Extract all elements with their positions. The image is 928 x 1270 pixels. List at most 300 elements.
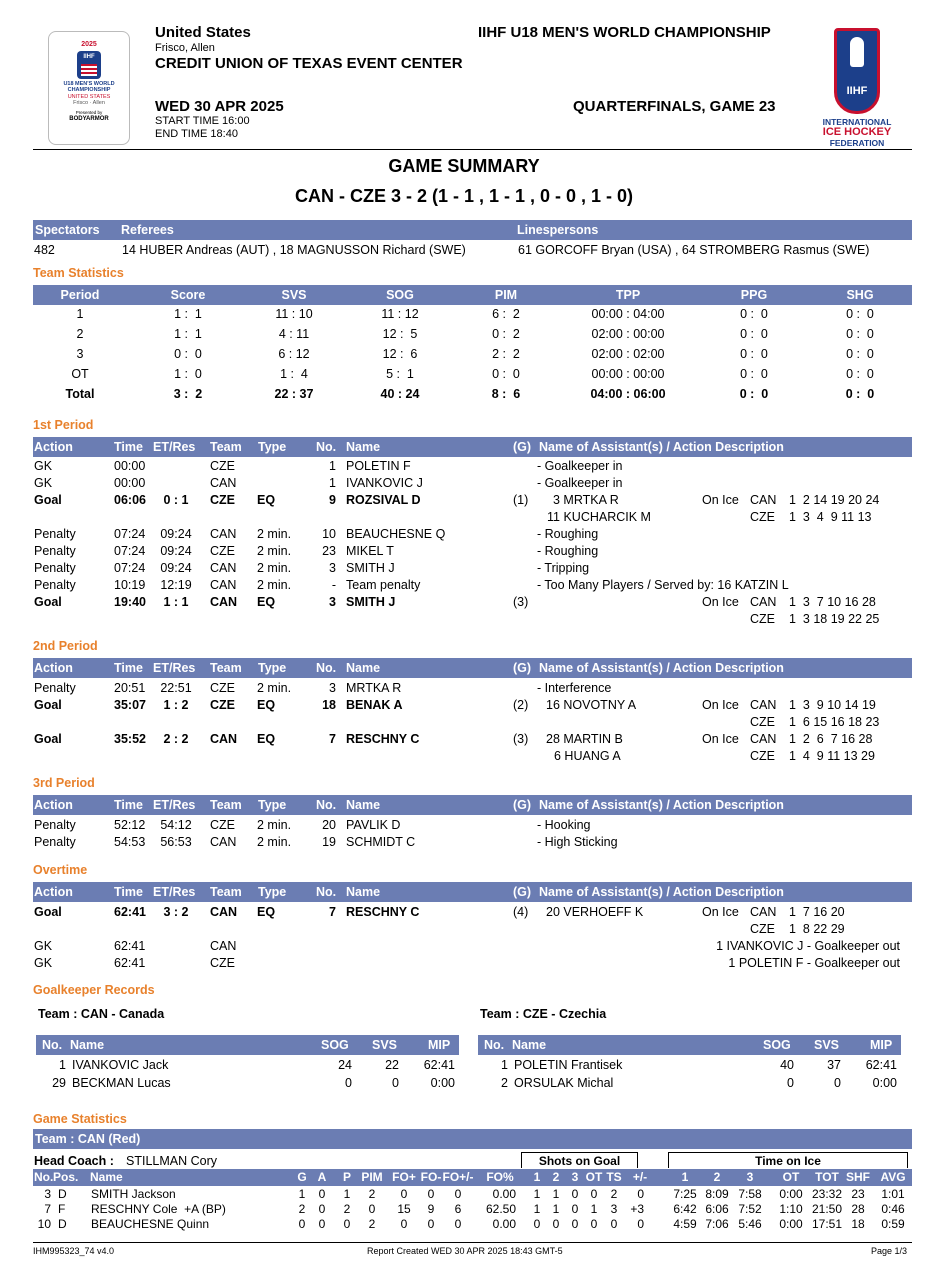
event-team: CZE xyxy=(210,544,235,558)
game-stats-title: Game Statistics xyxy=(33,1112,127,1126)
player-stat-cell: 0 xyxy=(637,1187,644,1201)
game-stats-col-header: TS xyxy=(606,1170,622,1184)
period-header xyxy=(33,658,912,678)
iihf-shield-icon xyxy=(834,28,880,114)
event-description: - High Sticking xyxy=(537,835,618,849)
hockey-player-icon xyxy=(850,37,864,67)
player-stat-cell: 9 xyxy=(427,1202,435,1216)
player-stat-cell: 1:10 xyxy=(779,1202,803,1216)
event-logo-line3: UNITED STATES xyxy=(67,93,111,100)
period-header xyxy=(33,437,912,457)
event-et-res: 09:24 xyxy=(160,527,192,541)
player-stat-cell: 0 xyxy=(454,1187,462,1201)
event-et-res: 09:24 xyxy=(160,544,192,558)
player-stat-cell: RESCHNY Cole +A (BP) xyxy=(91,1202,226,1216)
period-col-header: Team xyxy=(210,885,242,899)
event-action: GK xyxy=(34,476,53,490)
event-row-continued xyxy=(0,749,928,766)
player-stat-cell: 21:50 xyxy=(811,1202,843,1216)
event-player: Team penalty xyxy=(346,578,421,592)
iihf-logo-abbr: IIHF xyxy=(846,85,868,97)
game-stats-col-header: 1 xyxy=(681,1170,689,1184)
player-stat-cell: 0 xyxy=(590,1217,598,1231)
player-stat-cell: 28 xyxy=(851,1202,865,1216)
event-action: Penalty xyxy=(34,835,76,849)
team-stats-cell: 11 : 12 xyxy=(381,307,419,321)
period-col-header: ET/Res xyxy=(153,440,196,454)
event-description: - Goalkeeper in xyxy=(537,459,623,473)
team-stats-cell: 0 : 0 xyxy=(846,327,874,341)
event-row xyxy=(0,698,928,715)
goalkeeper-mip: 62:41 xyxy=(423,1058,455,1072)
event-number: 3 xyxy=(329,681,336,695)
period-col-header: Team xyxy=(210,661,242,675)
period-col-header: Type xyxy=(258,885,287,899)
period-header xyxy=(33,795,912,815)
event-type: 2 min. xyxy=(257,527,292,541)
player-stat-cell: 3 xyxy=(610,1202,618,1216)
game-date: WED 30 APR 2025 xyxy=(155,98,284,115)
team-stats-cell: 3 : 2 xyxy=(173,387,203,401)
team-stats-col-pim: PIM xyxy=(494,288,518,302)
player-stat-cell: 23 xyxy=(851,1187,865,1201)
game-stats-col-header: SHF xyxy=(846,1170,870,1184)
team-stats-col-tpp: TPP xyxy=(615,288,641,302)
event-type: EQ xyxy=(257,698,276,712)
start-time: START TIME 16:00 xyxy=(155,115,250,127)
game-stats-col-header: 1 xyxy=(533,1170,541,1184)
team-stats-cell: 22 : 37 xyxy=(274,387,314,401)
event-time: 10:19 xyxy=(114,578,146,592)
event-player: SMITH J xyxy=(346,595,396,609)
event-number: 18 xyxy=(322,698,336,712)
player-stat-cell: 0 xyxy=(571,1217,579,1231)
event-time: 07:24 xyxy=(114,544,146,558)
city: Frisco, Allen xyxy=(155,42,215,54)
event-number: 19 xyxy=(322,835,336,849)
event-action: Penalty xyxy=(34,544,76,558)
on-ice-label: On Ice xyxy=(702,905,739,919)
event-time: 35:07 xyxy=(114,698,146,712)
event-time: 62:41 xyxy=(114,939,146,953)
on-ice-team: CAN xyxy=(750,732,777,746)
game-stats-col-header: P xyxy=(342,1170,351,1184)
event-type: 2 min. xyxy=(257,561,292,575)
event-player: SCHMIDT C xyxy=(346,835,416,849)
goalkeeper-svs: 37 xyxy=(827,1058,841,1072)
period-title: 3rd Period xyxy=(33,776,95,790)
event-player: RESCHNY C xyxy=(346,732,420,746)
event-goal-count: (1) xyxy=(513,493,529,507)
on-ice-players: 1 2 14 19 20 24 xyxy=(789,493,880,507)
player-stat-cell: 0 xyxy=(298,1217,306,1231)
linespersons-value: 61 GORCOFF Bryan (USA) , 64 STROMBERG Rasmus (SWE) xyxy=(518,243,870,257)
period-col-header: (G) xyxy=(513,661,532,675)
game-stats-col-header: No. xyxy=(34,1170,54,1184)
on-ice-players: 1 8 22 29 xyxy=(789,922,845,936)
on-ice-players: 1 7 16 20 xyxy=(789,905,845,919)
event-row-continued xyxy=(0,715,928,732)
player-stat-cell: 5:46 xyxy=(738,1217,762,1231)
team-stats-cell: 0 : 0 xyxy=(740,367,768,381)
spectators-label: Spectators xyxy=(35,223,100,237)
goalkeeper-svs: 0 xyxy=(834,1076,841,1090)
event-et-res: 0 : 1 xyxy=(163,493,189,507)
officials-row xyxy=(0,243,928,260)
event-type: 2 min. xyxy=(257,544,292,558)
team-stats-cell: 1 : 1 xyxy=(174,327,202,341)
event-assist-2: 11 KUCHARCIK M xyxy=(547,510,651,524)
event-logo-presented: Presented by xyxy=(75,109,103,115)
event-description: - Roughing xyxy=(537,544,599,558)
goalkeeper-mip: 0:00 xyxy=(430,1076,455,1090)
event-action: Penalty xyxy=(34,578,76,592)
championship-name: IIHF U18 MEN'S WORLD CHAMPIONSHIP xyxy=(478,24,771,41)
period-title: Overtime xyxy=(33,863,88,877)
event-row xyxy=(0,527,928,544)
goalkeeper-sog: 40 xyxy=(780,1058,794,1072)
team-stats-cell: 1 : 4 xyxy=(280,367,308,381)
team-stats-cell: 0 : 0 xyxy=(492,367,520,381)
player-stat-cell: 0 xyxy=(571,1202,579,1216)
referees-value: 14 HUBER Andreas (AUT) , 18 MAGNUSSON Richard (SWE) xyxy=(122,243,466,257)
player-stat-cell: 0 xyxy=(454,1217,462,1231)
event-player: POLETIN F xyxy=(346,459,411,473)
on-ice-team: CAN xyxy=(750,493,777,507)
event-et-res: 1 : 1 xyxy=(163,595,189,609)
team-stats-cell: 12 : 6 xyxy=(382,347,418,361)
event-time: 00:00 xyxy=(114,476,146,490)
goalkeeper-name: IVANKOVIC Jack xyxy=(72,1058,169,1072)
event-description: 28 MARTIN B xyxy=(546,732,623,746)
event-type: EQ xyxy=(257,905,276,919)
event-description: 3 MRTKA R xyxy=(553,493,619,507)
team-stats-cell: 0 : 0 xyxy=(740,327,768,341)
event-action: Penalty xyxy=(34,818,76,832)
team-stats-cell: 0 : 2 xyxy=(492,327,520,341)
event-number: - xyxy=(331,578,336,592)
goalkeeper-col-header: SOG xyxy=(321,1038,349,1052)
team-stats-col-shg: SHG xyxy=(846,288,874,302)
game-stats-col-header: FO+/- xyxy=(442,1170,474,1184)
event-player: MRTKA R xyxy=(346,681,402,695)
team-stats-header xyxy=(33,285,912,305)
event-time: 62:41 xyxy=(114,956,146,970)
event-et-res: 22:51 xyxy=(160,681,192,695)
event-description: - Roughing xyxy=(537,527,599,541)
player-stat-cell: 2 xyxy=(368,1217,376,1231)
event-team: CAN xyxy=(210,595,238,609)
event-et-res: 1 : 2 xyxy=(163,698,189,712)
period-header xyxy=(33,882,912,902)
event-type: EQ xyxy=(257,493,276,507)
on-ice-team: CZE xyxy=(750,612,775,626)
team-stats-row xyxy=(0,367,928,384)
on-ice-team: CAN xyxy=(750,595,777,609)
game-stats-col-header: TOT xyxy=(815,1170,839,1184)
event-type: 2 min. xyxy=(257,681,292,695)
event-team: CZE xyxy=(210,818,235,832)
event-player: BENAK A xyxy=(346,698,403,712)
goalkeeper-sog: 24 xyxy=(338,1058,352,1072)
event-et-res: 54:12 xyxy=(160,818,192,832)
player-stat-cell: 1 xyxy=(552,1187,560,1201)
goalkeeper-row xyxy=(0,1076,928,1093)
team-stats-cell: Total xyxy=(65,387,95,401)
player-stat-cell: 2 xyxy=(610,1187,618,1201)
period-col-header: (G) xyxy=(513,440,532,454)
game-stats-col-header: OT xyxy=(782,1170,800,1184)
event-type: 2 min. xyxy=(257,818,292,832)
player-stat-cell: 0 xyxy=(318,1202,326,1216)
on-ice-players: 1 3 18 19 22 25 xyxy=(789,612,880,626)
game-stats-col-header: FO% xyxy=(486,1170,514,1184)
game-stats-col-header: 2 xyxy=(713,1170,721,1184)
team-stats-col-sog: SOG xyxy=(386,288,414,302)
event-row xyxy=(0,493,928,510)
on-ice-team: CZE xyxy=(750,922,775,936)
team-stats-cell: 3 xyxy=(76,347,84,361)
team-stats-cell: 1 : 0 xyxy=(174,367,202,381)
period-col-header: Name xyxy=(346,798,381,812)
event-row xyxy=(0,956,928,973)
team-stats-cell: 0 : 0 xyxy=(739,387,769,401)
event-number: 1 xyxy=(329,459,336,473)
event-row xyxy=(0,459,928,476)
event-description: - Goalkeeper in xyxy=(537,476,623,490)
game-stats-col-header: G xyxy=(297,1170,307,1184)
team-stats-cell: 1 xyxy=(76,307,84,321)
player-stat-cell: 0 xyxy=(637,1217,644,1231)
on-ice-players: 1 3 9 10 14 19 xyxy=(789,698,876,712)
team-stats-cell: 0 : 0 xyxy=(846,307,874,321)
player-stat-cell: 0 xyxy=(610,1217,618,1231)
event-team: CZE xyxy=(210,493,235,507)
on-ice-team: CZE xyxy=(750,749,775,763)
goalkeeper-header xyxy=(478,1035,901,1055)
team-stats-col-period: Period xyxy=(60,288,100,302)
goalkeeper-col-header: MIP xyxy=(428,1038,451,1052)
player-stats-row xyxy=(0,1217,928,1234)
player-stat-cell: 4:59 xyxy=(673,1217,697,1231)
player-stat-cell: 0 xyxy=(590,1187,598,1201)
player-stat-cell: 0:59 xyxy=(881,1217,905,1231)
period-col-header: Name xyxy=(346,661,381,675)
event-logo-line2: CHAMPIONSHIP xyxy=(67,87,111,93)
goalkeeper-team-label: Team : CAN - Canada xyxy=(38,1007,165,1021)
event-et-res: 12:19 xyxy=(160,578,192,592)
spectators-value: 482 xyxy=(34,243,55,257)
head-coach-name: STILLMAN Cory xyxy=(126,1154,217,1168)
event-logo-line4: Frisco · Allen xyxy=(73,100,105,106)
goalkeeper-number: 2 xyxy=(501,1076,508,1090)
venue: CREDIT UNION OF TEXAS EVENT CENTER xyxy=(155,55,463,72)
head-coach-label: Head Coach : xyxy=(34,1154,114,1168)
game-stats-col-header: Pos. xyxy=(53,1170,79,1184)
player-stat-cell: 8:09 xyxy=(705,1187,729,1201)
event-row xyxy=(0,732,928,749)
event-type: EQ xyxy=(257,732,276,746)
period-col-header: Name xyxy=(346,885,381,899)
event-row-continued xyxy=(0,612,928,629)
game-stats-team-label: Team : CAN (Red) xyxy=(35,1132,141,1146)
player-stat-cell: D xyxy=(58,1187,67,1201)
team-stats-row xyxy=(0,347,928,364)
event-row xyxy=(0,905,928,922)
period-title: 1st Period xyxy=(33,418,94,432)
team-stats-title: Team Statistics xyxy=(33,266,124,280)
event-action: Goal xyxy=(34,732,62,746)
on-ice-label: On Ice xyxy=(702,698,739,712)
end-time: END TIME 18:40 xyxy=(155,128,238,140)
event-team: CAN xyxy=(210,905,238,919)
event-player: RESCHNY C xyxy=(346,905,420,919)
event-number: 9 xyxy=(329,493,336,507)
player-stat-cell: 0 xyxy=(368,1202,376,1216)
period-col-header: Type xyxy=(258,440,287,454)
page-title: GAME SUMMARY xyxy=(388,156,540,176)
goalkeeper-col-header: Name xyxy=(70,1038,105,1052)
event-et-res: 09:24 xyxy=(160,561,192,575)
goalkeeper-col-header: No. xyxy=(484,1038,505,1052)
player-stat-cell: 0:46 xyxy=(881,1202,905,1216)
player-stat-cell: 1 xyxy=(533,1202,541,1216)
event-row xyxy=(0,818,928,835)
goalkeeper-name: POLETIN Frantisek xyxy=(514,1058,623,1072)
event-action: Goal xyxy=(34,493,62,507)
team-stats-col-svs: SVS xyxy=(281,288,307,302)
on-ice-players: 1 3 7 10 16 28 xyxy=(789,595,876,609)
event-team: CAN xyxy=(210,578,237,592)
event-goal-count: (3) xyxy=(513,732,529,746)
goalkeeper-out: 1 POLETIN F - Goalkeeper out xyxy=(728,956,900,970)
event-action: Penalty xyxy=(34,681,76,695)
toi-group-label: Time on Ice xyxy=(668,1152,908,1168)
event-player: ROZSIVAL D xyxy=(346,493,421,507)
player-stat-cell: 18 xyxy=(851,1217,865,1231)
team-stats-cell: 0 : 0 xyxy=(740,347,768,361)
player-stat-cell: +3 xyxy=(630,1202,644,1216)
on-ice-label: On Ice xyxy=(702,493,739,507)
team-stats-col-ppg: PPG xyxy=(740,288,768,302)
period-col-header: Name of Assistant(s) / Action Description xyxy=(539,885,784,899)
goalkeeper-number: 29 xyxy=(52,1076,66,1090)
event-logo-brand: IIHF xyxy=(83,53,95,60)
on-ice-players: 1 4 9 11 13 29 xyxy=(789,749,875,763)
event-player: IVANKOVIC J xyxy=(346,476,423,490)
event-description: 16 NOVOTNY A xyxy=(546,698,637,712)
event-description: - Interference xyxy=(537,681,612,695)
game-stats-col-header: 3 xyxy=(571,1170,579,1184)
team-stats-col-score: Score xyxy=(170,288,206,302)
on-ice-label: On Ice xyxy=(702,732,739,746)
event-goal-count: (2) xyxy=(513,698,529,712)
player-stat-cell: 17:51 xyxy=(811,1217,843,1231)
period-col-header: Type xyxy=(258,798,287,812)
event-team: CZE xyxy=(210,698,235,712)
event-number: 20 xyxy=(322,818,336,832)
event-time: 20:51 xyxy=(114,681,146,695)
flag-stripes-icon xyxy=(81,64,97,76)
team-stats-row xyxy=(0,327,928,344)
period-col-header: (G) xyxy=(513,798,532,812)
team-stats-cell: 04:00 : 06:00 xyxy=(590,387,666,401)
on-ice-label: On Ice xyxy=(702,595,739,609)
event-goal-count: (3) xyxy=(513,595,529,609)
goalkeeper-col-header: SVS xyxy=(372,1038,398,1052)
event-goal-count: (4) xyxy=(513,905,529,919)
team-stats-cell: 40 : 24 xyxy=(380,387,420,401)
period-col-header: Team xyxy=(210,798,242,812)
player-stat-cell: 1 xyxy=(343,1187,351,1201)
event-logo-sponsor: BODYARMOR xyxy=(69,116,109,122)
event-time: 54:53 xyxy=(114,835,146,849)
period-col-header: Team xyxy=(210,440,242,454)
goalkeeper-number: 1 xyxy=(501,1058,508,1072)
event-time: 52:12 xyxy=(114,818,146,832)
period-col-header: ET/Res xyxy=(153,885,196,899)
team-stats-cell: 5 : 1 xyxy=(386,367,414,381)
team-stats-cell: 00:00 : 04:00 xyxy=(591,307,665,321)
game-stats-col-header: Name xyxy=(90,1170,123,1184)
event-number: 23 xyxy=(322,544,336,558)
event-number: 3 xyxy=(329,595,336,609)
player-stat-cell: 7:52 xyxy=(738,1202,762,1216)
player-stat-cell: 1 xyxy=(552,1202,560,1216)
game-stats-header xyxy=(33,1169,912,1186)
sog-group-label: Shots on Goal xyxy=(521,1152,638,1168)
period-col-header: No. xyxy=(316,885,337,899)
event-action: Goal xyxy=(34,698,62,712)
period-title: 2nd Period xyxy=(33,639,98,653)
player-stat-cell: 1 xyxy=(590,1202,598,1216)
team-stats-cell: OT xyxy=(71,367,89,381)
team-stats-cell: 00:00 : 00:00 xyxy=(591,367,665,381)
period-col-header: No. xyxy=(316,661,337,675)
event-type: EQ xyxy=(257,595,276,609)
event-row xyxy=(0,561,928,578)
officials-header xyxy=(33,220,912,240)
event-time: 19:40 xyxy=(114,595,146,609)
event-team: CAN xyxy=(210,527,237,541)
team-stats-cell: 1 : 1 xyxy=(174,307,202,321)
team-stats-cell: 6 : 12 xyxy=(278,347,310,361)
player-stat-cell: 2 xyxy=(298,1202,306,1216)
event-number: 10 xyxy=(322,527,336,541)
event-action: GK xyxy=(34,939,53,953)
player-stat-cell: 0 xyxy=(571,1187,579,1201)
event-team: CAN xyxy=(210,939,237,953)
goalkeeper-col-header: Name xyxy=(512,1038,547,1052)
game-stats-col-header: 2 xyxy=(552,1170,560,1184)
team-stats-cell: 12 : 5 xyxy=(382,327,418,341)
player-stat-cell: 0.00 xyxy=(492,1187,516,1201)
event-action: GK xyxy=(34,459,53,473)
event-logo-year: 2025 xyxy=(81,41,97,48)
on-ice-team: CZE xyxy=(750,510,775,524)
player-stat-cell: 62.50 xyxy=(485,1202,516,1216)
event-assist-2: 6 HUANG A xyxy=(554,749,621,763)
period-col-header: Action xyxy=(34,885,73,899)
event-time: 00:00 xyxy=(114,459,146,473)
event-player: BEAUCHESNE Q xyxy=(346,527,446,541)
player-stat-cell: BEAUCHESNE Quinn xyxy=(91,1217,210,1231)
goalkeeper-svs: 22 xyxy=(385,1058,399,1072)
goalkeeper-team-label: Team : CZE - Czechia xyxy=(480,1007,607,1021)
game-stats-col-header: A xyxy=(317,1170,327,1184)
team-stats-row xyxy=(0,307,928,324)
event-action: GK xyxy=(34,956,53,970)
